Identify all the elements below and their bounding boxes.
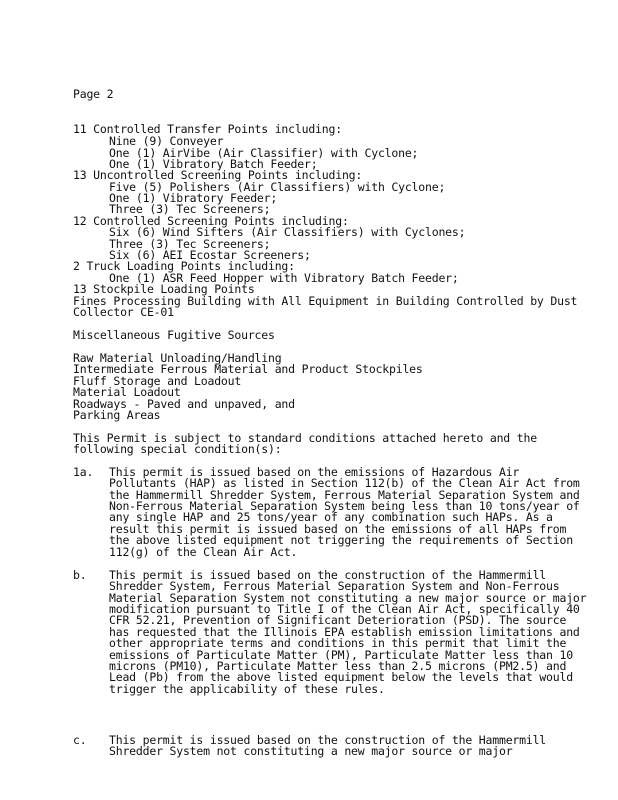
equipment-line: 12 Controlled Screening Points including: — [73, 214, 349, 228]
equipment-line: Six (6) Wind Sifters (Air Classifiers) with Cyclones; — [109, 225, 466, 239]
equipment-line: 13 Stockpile Loading Points — [73, 282, 255, 296]
equipment-line: Nine (9) Conveyer — [109, 134, 224, 148]
misc-source-line: Intermediate Ferrous Material and Product Stockpiles — [73, 362, 423, 376]
equipment-line: 13 Uncontrolled Screening Points including: — [73, 168, 363, 182]
condition-line: Lead (Pb) from the above listed equipment below the levels that would — [109, 670, 573, 684]
misc-source-line: Parking Areas — [73, 408, 161, 422]
condition-label: b. — [73, 568, 87, 582]
condition-line: CFR 52.21, Prevention of Significant Deterioration (PSD). The source — [109, 613, 567, 627]
condition-line: This permit is issued based on the construction of the Hammermill — [109, 733, 547, 747]
equipment-line: One (1) Vibratory Batch Feeder; — [109, 157, 318, 171]
condition-line: Shredder System, Ferrous Material Separation System and Non-Ferrous — [109, 579, 560, 593]
condition-line: 112(g) of the Clean Air Act. — [109, 545, 298, 559]
condition-line: the Hammermill Shredder System, Ferrous Material Separation System and — [109, 488, 580, 502]
condition-label: 1a. — [73, 465, 94, 479]
intro-line: following special condition(s): — [73, 442, 282, 456]
equipment-line: Fines Processing Building with All Equipment in Building Controlled by Dust — [73, 294, 578, 308]
equipment-line: Three (3) Tec Screeners; — [109, 202, 271, 216]
misc-source-line: Raw Material Unloading/Handling — [73, 351, 282, 365]
condition-line: Material Separation System not constituting a new major source or major — [109, 591, 587, 605]
misc-heading: Miscellaneous Fugitive Sources — [73, 328, 275, 342]
condition-line: microns (PM10), Particulate Matter less than 2.5 microns (PM2.5) and — [109, 659, 567, 673]
equipment-line: One (1) AirVibe (Air Classifier) with Cyclone; — [109, 146, 419, 160]
condition-line: emissions of Particulate Matter (PM), Particulate Matter less than 10 — [109, 648, 573, 662]
page-number: Page 2 — [73, 87, 114, 101]
condition-line: modification pursuant to Title I of the Clean Air Act, specifically 40 — [109, 602, 580, 616]
condition-label: c. — [73, 733, 87, 747]
condition-line: This permit is issued based on the emissions of Hazardous Air — [109, 465, 520, 479]
condition-line: Pollutants (HAP) as listed in Section 112(b) of the Clean Air Act from — [109, 476, 580, 490]
equipment-line: 2 Truck Loading Points including: — [73, 259, 295, 273]
misc-source-line: Material Loadout — [73, 385, 181, 399]
condition-line: Non-Ferrous Material Separation System being less than 10 tons/year of — [109, 499, 580, 513]
condition-line: Shredder System not constituting a new major source or major — [109, 744, 513, 758]
condition-line: This permit is issued based on the construction of the Hammermill — [109, 568, 547, 582]
condition-line: trigger the applicability of these rules. — [109, 682, 385, 696]
condition-line: other appropriate terms and conditions in this permit that limit the — [109, 636, 567, 650]
condition-line: result this permit is issued based on the emissions of all HAPs from — [109, 522, 567, 536]
misc-source-line: Roadways - Paved and unpaved, and — [73, 397, 295, 411]
equipment-line: 11 Controlled Transfer Points including: — [73, 122, 342, 136]
condition-line: has requested that the Illinois EPA establish emission limitations and — [109, 625, 580, 639]
equipment-line: One (1) ASR Feed Hopper with Vibratory Batch Feeder; — [109, 271, 459, 285]
equipment-line: Five (5) Polishers (Air Classifiers) with Cyclone; — [109, 180, 446, 194]
condition-line: the above listed equipment not triggering the requirements of Section — [109, 533, 573, 547]
intro-line: This Permit is subject to standard conditions attached hereto and the — [73, 431, 537, 445]
equipment-line: One (1) Vibratory Feeder; — [109, 191, 278, 205]
misc-source-line: Fluff Storage and Loadout — [73, 374, 242, 388]
equipment-line: Three (3) Tec Screeners; — [109, 237, 271, 251]
condition-line: any single HAP and 25 tons/year of any combination such HAPs. As a — [109, 510, 553, 524]
equipment-line: Six (6) AEI Ecostar Screeners; — [109, 248, 311, 262]
equipment-line: Collector CE-01 — [73, 305, 174, 319]
